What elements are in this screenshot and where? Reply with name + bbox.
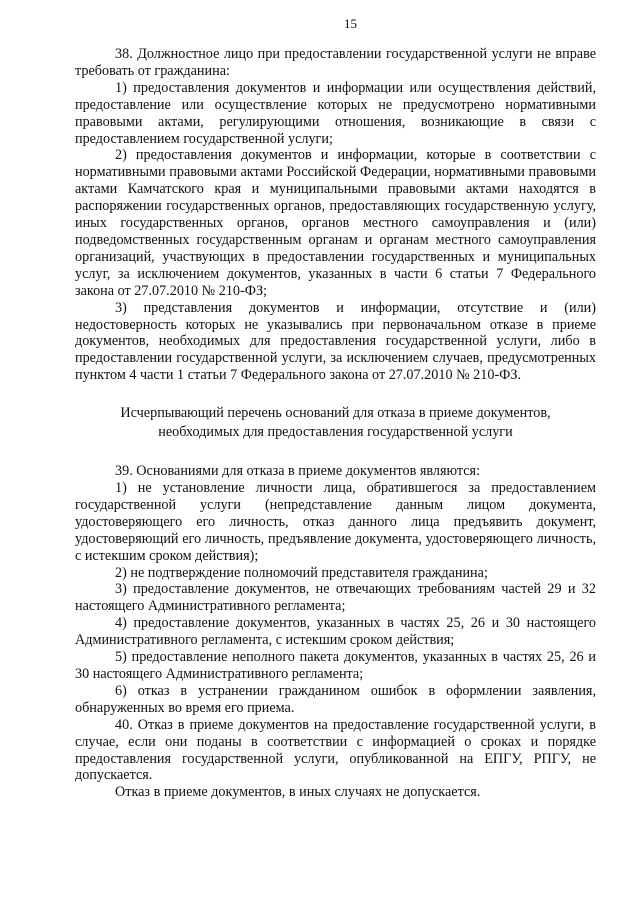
- paragraph-39-item-4: 4) предоставление документов, указанных в частях 25, 26 и 30 настоящего Административного регламента, с истекшим сроком действия;: [75, 615, 596, 649]
- paragraph-39-item-2: 2) не подтверждение полномочий представителя гражданина;: [115, 564, 488, 581]
- paragraph-38: 38. Должностное лицо при предоставлении государственной услуги не вправе требовать от гражданина:: [75, 46, 596, 79]
- page-number: 15: [344, 16, 357, 31]
- paragraph-38-item-3: 3) представления документов и информации, отсутствие и (или) недостоверность которых не указывались при первоначальном отказе в приеме документов, необходимых для предоставления государственной услуги, либо в предоставлении государственной услуги, за исключением случаев, предусмотренных пунктом 4 части 1 статьи 7 Федерального закона от 27.07.2010 № 210-ФЗ.: [75, 299, 596, 384]
- paragraph-39-item-1: 1) не установление личности лица, обратившегося за предоставлением государственной услуги (непредставление данным лицом документа, удостоверяющего его личность, отказ данного лица предъявить документ, удостоверяющий его личность, предъявление документа, удостоверяющего личность, с истекшим сроком действия);: [75, 480, 596, 564]
- section-heading-line-2: необходимых для предоставления государственной услуги: [158, 424, 513, 441]
- paragraph-39-item-5: 5) предоставление неполного пакета документов, указанных в частях 25, 26 и 30 настоящего Административного регламента;: [75, 649, 596, 682]
- paragraph-39-item-6: 6) отказ в устранении гражданином ошибок в оформлении заявления, обнаруженных во время его приема.: [75, 682, 596, 716]
- section-heading: [75, 404, 596, 442]
- paragraph-40-note: Отказ в приеме документов, в иных случаях не допускается.: [115, 784, 481, 801]
- paragraph-40: 40. Отказ в приеме документов на предоставление государственной услуги, в случае, если они поданы в соответствии с информацией о сроках и порядке предоставления государственной услуги, опубликованной на ЕПГУ, РПГУ, не допускается.: [75, 716, 596, 784]
- paragraph-39: 39. Основаниями для отказа в приеме документов являются:: [115, 463, 481, 480]
- paragraph-38-item-1: 1) предоставления документов и информации или осуществления действий, предоставление или осуществление которых не предусмотрено нормативными правовыми актами, регулирующими отношения, возникающие в связи с предоставлением государственной услуги;: [75, 79, 596, 147]
- section-heading-line-1: Исчерпывающий перечень оснований для отказа в приеме документов,: [120, 405, 551, 422]
- paragraph-39-item-3: 3) предоставление документов, не отвечающих требованиям частей 29 и 32 настоящего Административного регламента;: [75, 581, 596, 615]
- paragraph-38-item-2: 2) предоставления документов и информации, которые в соответствии с нормативными правовыми актами Российской Федерации, нормативными правовыми актами Камчатского края и муниципальными правовыми актами находятся в распоряжении государственных органов, предоставляющих государственную услугу, иных государственных органов, органов местного самоуправления и (или) подведомственных государственным органам и органам местного самоуправления организаций, участвующих в предоставлении государственных и муниципальных услуг, за исключением документов, указанных в части 6 статьи 7 Федерального закона от 27.07.2010 № 210-ФЗ;: [75, 147, 596, 299]
